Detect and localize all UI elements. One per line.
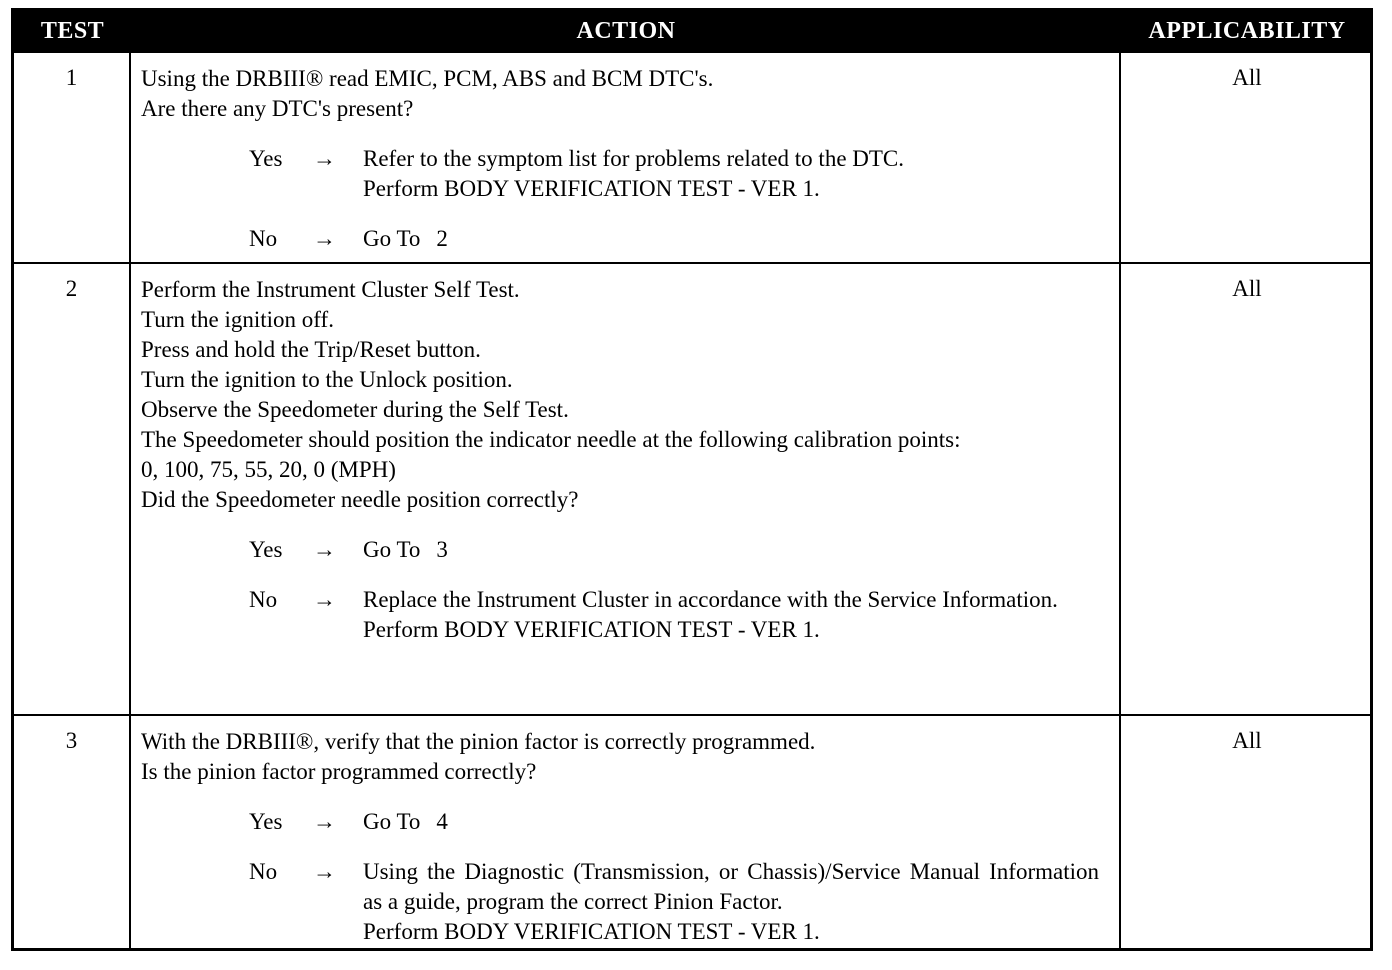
- action-line: Press and hold the Trip/Reset button.: [141, 337, 481, 362]
- test-number-cell: [14, 264, 131, 714]
- table-row-test-2: [14, 262, 1370, 714]
- action-question: Is the pinion factor programmed correctly?: [141, 759, 537, 784]
- right-arrow-icon: →: [313, 146, 336, 171]
- header-test: TEST: [40, 18, 105, 44]
- table-row-test-1: [14, 51, 1370, 262]
- test-number: 3: [65, 728, 78, 753]
- test-number: 2: [65, 276, 78, 301]
- no-answer: [141, 224, 1109, 254]
- action-line: The Speedometer should position the indicator needle at the following calibration points:: [141, 427, 961, 452]
- yes-label: Yes: [249, 537, 283, 562]
- header-action: ACTION: [576, 18, 676, 44]
- table-header: [14, 11, 1370, 51]
- action-question: Did the Speedometer needle position correctly?: [141, 487, 579, 512]
- yes-answer: [141, 807, 1109, 837]
- no-label: No: [249, 587, 278, 612]
- applicability-cell: [1121, 53, 1373, 262]
- test-number-cell: [14, 716, 131, 948]
- goto-text: Go To: [363, 537, 421, 562]
- no-label: No: [249, 859, 278, 884]
- action-line: Turn the ignition off.: [141, 307, 334, 332]
- test-number-cell: [14, 53, 131, 262]
- applicability-cell: [1121, 716, 1373, 948]
- no-result-line: Replace the Instrument Cluster in accordance with the Service Information.: [363, 587, 1058, 612]
- action-line: Turn the ignition to the Unlock position.: [141, 367, 513, 392]
- yes-answer: [141, 535, 1109, 565]
- action-line: 0, 100, 75, 55, 20, 0 (MPH): [141, 457, 396, 482]
- goto-number: 4: [436, 809, 448, 834]
- action-line: Perform the Instrument Cluster Self Test.: [141, 277, 520, 302]
- applicability-value: All: [1232, 728, 1262, 753]
- diagnostic-test-table: [11, 8, 1373, 951]
- no-label: No: [249, 226, 278, 251]
- action-question: Are there any DTC's present?: [141, 96, 414, 121]
- goto-number: 2: [436, 226, 448, 251]
- no-answer: [141, 585, 1109, 645]
- yes-answer: [141, 144, 1109, 204]
- right-arrow-icon: →: [313, 809, 336, 834]
- no-result-line: Using the Diagnostic (Transmission, or Chassis)/Service Manual Information as a guide, program the correct Pinion Factor.: [363, 859, 1099, 914]
- right-arrow-icon: →: [313, 226, 336, 251]
- goto-text: Go To: [363, 226, 421, 251]
- action-line: With the DRBIII®, verify that the pinion factor is correctly programmed.: [141, 729, 816, 754]
- yes-label: Yes: [249, 146, 283, 171]
- right-arrow-icon: →: [313, 587, 336, 612]
- yes-result-line: Perform BODY VERIFICATION TEST - VER 1.: [363, 176, 820, 201]
- yes-label: Yes: [249, 809, 283, 834]
- no-answer: [141, 857, 1109, 947]
- right-arrow-icon: →: [313, 537, 336, 562]
- action-line: Using the DRBIII® read EMIC, PCM, ABS and BCM DTC's.: [141, 66, 714, 91]
- action-cell: [131, 53, 1121, 262]
- applicability-value: All: [1232, 65, 1262, 90]
- table-row-test-3: [14, 714, 1370, 948]
- no-result-line: Perform BODY VERIFICATION TEST - VER 1.: [363, 617, 820, 642]
- test-number: 1: [65, 65, 78, 90]
- goto-number: 3: [436, 537, 448, 562]
- right-arrow-icon: →: [313, 859, 336, 884]
- header-applicability: APPLICABILITY: [1148, 18, 1346, 44]
- applicability-cell: [1121, 264, 1373, 714]
- action-cell: [131, 264, 1121, 714]
- goto-text: Go To: [363, 809, 421, 834]
- no-result-line: Perform BODY VERIFICATION TEST - VER 1.: [363, 919, 820, 944]
- action-line: Observe the Speedometer during the Self Test.: [141, 397, 569, 422]
- action-cell: [131, 716, 1121, 948]
- applicability-value: All: [1232, 276, 1262, 301]
- yes-result-line: Refer to the symptom list for problems related to the DTC.: [363, 146, 905, 171]
